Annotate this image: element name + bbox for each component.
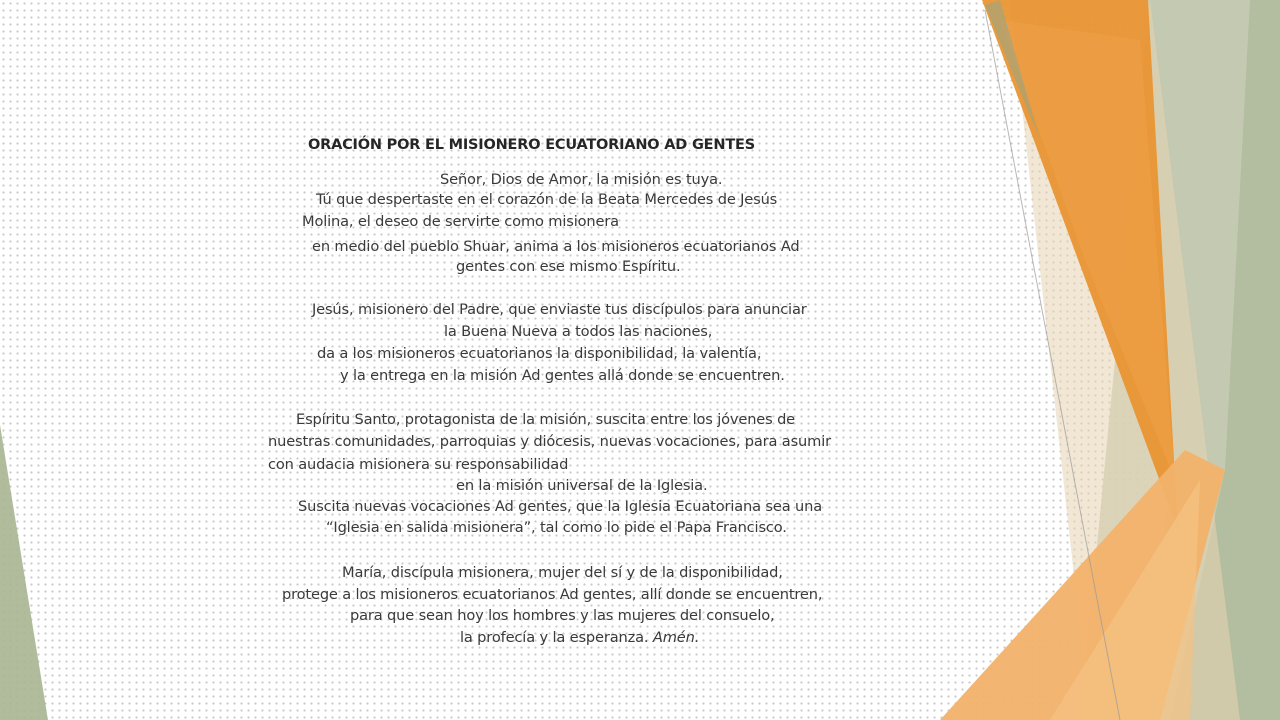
stanza2-line1: Jesús, misionero del Padre, que enviaste tus discípulos para anunciar <box>312 301 807 318</box>
stanza4-line3: para que sean hoy los hombres y las mujeres del consuelo, <box>350 607 775 624</box>
stanza2-line4: y la entrega en la misión Ad gentes allá donde se encuentren. <box>340 367 785 384</box>
stanza3-line2: nuestras comunidades, parroquias y diócesis, nuevas vocaciones, para asumir <box>268 433 831 450</box>
stanza4-line4 <box>460 628 699 648</box>
stanza1-line4: en medio del pueblo Shuar, anima a los misioneros ecuatorianos Ad <box>312 238 800 255</box>
amen-word: Amén. <box>652 629 700 646</box>
stanza3-line4: en la misión universal de la Iglesia. <box>456 477 708 494</box>
stanza4-line1: María, discípula misionera, mujer del sí y de la disponibilidad, <box>342 564 783 581</box>
stanza4-line2: protege a los misioneros ecuatorianos Ad gentes, allí donde se encuentren, <box>282 586 823 603</box>
stanza1-line5: gentes con ese mismo Espíritu. <box>456 258 681 275</box>
stanza3-line6: “Iglesia en salida misionera”, tal como lo pide el Papa Francisco. <box>326 519 787 536</box>
stanza1-line3: Molina, el deseo de servirte como misionera <box>302 213 619 230</box>
stanza3-line5: Suscita nuevas vocaciones Ad gentes, que la Iglesia Ecuatoriana sea una <box>298 498 822 515</box>
stanza1-line1: Señor, Dios de Amor, la misión es tuya. <box>440 171 723 188</box>
stanza3-line3: con audacia misionera su responsabilidad <box>268 456 569 473</box>
stanza3-line1: Espíritu Santo, protagonista de la misión, suscita entre los jóvenes de <box>296 411 796 428</box>
stanza4-line4-text: la profecía y la esperanza. <box>460 629 653 646</box>
prayer-title: ORACIÓN POR EL MISIONERO ECUATORIANO AD GENTES <box>308 137 755 153</box>
stanza2-line2: la Buena Nueva a todos las naciones, <box>444 323 713 340</box>
stanza1-line2: Tú que despertaste en el corazón de la Beata Mercedes de Jesús <box>316 191 778 208</box>
stanza2-line3: da a los misioneros ecuatorianos la disponibilidad, la valentía, <box>317 345 762 362</box>
